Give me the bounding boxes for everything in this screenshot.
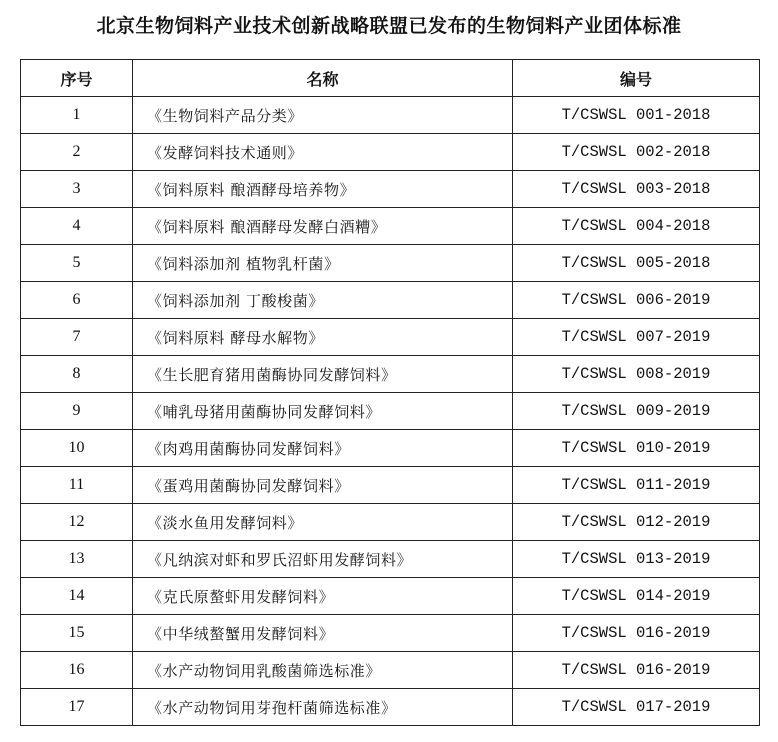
- standard-code: T/CSWSL 006-2019: [513, 282, 760, 319]
- row-number: 7: [21, 319, 133, 356]
- page-title: 北京生物饲料产业技术创新战略联盟已发布的生物饲料产业团体标准: [96, 15, 682, 37]
- row-number: 14: [21, 578, 133, 615]
- table-row: [21, 467, 760, 504]
- standard-name: 《水产动物饲用芽孢杆菌筛选标准》: [133, 689, 513, 726]
- table-row: [21, 615, 760, 652]
- standard-name: 《肉鸡用菌酶协同发酵饲料》: [133, 430, 513, 467]
- table-row: [21, 282, 760, 319]
- standard-name: 《饲料原料 酿酒酵母发酵白酒糟》: [133, 208, 513, 245]
- standard-name: 《中华绒螯蟹用发酵饲料》: [133, 615, 513, 652]
- table-row: [21, 652, 760, 689]
- standard-code: T/CSWSL 004-2018: [513, 208, 760, 245]
- standard-name: 《蛋鸡用菌酶协同发酵饲料》: [133, 467, 513, 504]
- table-row: [21, 504, 760, 541]
- standard-code: T/CSWSL 011-2019: [513, 467, 760, 504]
- standard-code: T/CSWSL 009-2019: [513, 393, 760, 430]
- standard-code: T/CSWSL 002-2018: [513, 134, 760, 171]
- row-number: 16: [21, 652, 133, 689]
- standard-code: T/CSWSL 010-2019: [513, 430, 760, 467]
- standard-name: 《生长肥育猪用菌酶协同发酵饲料》: [133, 356, 513, 393]
- row-number: 12: [21, 504, 133, 541]
- standard-name: 《饲料原料 酵母水解物》: [133, 319, 513, 356]
- row-number: 15: [21, 615, 133, 652]
- standard-name: 《饲料原料 酿酒酵母培养物》: [133, 171, 513, 208]
- standard-code: T/CSWSL 014-2019: [513, 578, 760, 615]
- standard-name: 《生物饲料产品分类》: [133, 97, 513, 134]
- row-number: 11: [21, 467, 133, 504]
- table-row: [21, 97, 760, 134]
- row-number: 9: [21, 393, 133, 430]
- table-row: [21, 430, 760, 467]
- table-row: [21, 245, 760, 282]
- row-number: 10: [21, 430, 133, 467]
- row-number: 6: [21, 282, 133, 319]
- table-row: [21, 208, 760, 245]
- row-number: 3: [21, 171, 133, 208]
- row-number: 17: [21, 689, 133, 726]
- row-number: 4: [21, 208, 133, 245]
- row-number: 8: [21, 356, 133, 393]
- table-header-row: [21, 60, 760, 97]
- standard-name: 《淡水鱼用发酵饲料》: [133, 504, 513, 541]
- table-row: [21, 393, 760, 430]
- standard-code: T/CSWSL 016-2019: [513, 615, 760, 652]
- standard-code: T/CSWSL 007-2019: [513, 319, 760, 356]
- standard-code: T/CSWSL 005-2018: [513, 245, 760, 282]
- header-name: 名称: [133, 60, 513, 97]
- standard-name: 《饲料添加剂 丁酸梭菌》: [133, 282, 513, 319]
- row-number: 1: [21, 97, 133, 134]
- table-row: [21, 689, 760, 726]
- standard-name: 《克氏原螯虾用发酵饲料》: [133, 578, 513, 615]
- standard-code: T/CSWSL 012-2019: [513, 504, 760, 541]
- standard-code: T/CSWSL 001-2018: [513, 97, 760, 134]
- standard-code: T/CSWSL 003-2018: [513, 171, 760, 208]
- table-row: [21, 541, 760, 578]
- header-code: 编号: [513, 60, 760, 97]
- standard-name: 《凡纳滨对虾和罗氏沼虾用发酵饲料》: [133, 541, 513, 578]
- standard-name: 《水产动物饲用乳酸菌筛选标准》: [133, 652, 513, 689]
- standard-name: 《发酵饲料技术通则》: [133, 134, 513, 171]
- table-row: [21, 356, 760, 393]
- table-row: [21, 319, 760, 356]
- standard-code: T/CSWSL 016-2019: [513, 652, 760, 689]
- header-no: 序号: [21, 60, 133, 97]
- table-row: [21, 134, 760, 171]
- row-number: 2: [21, 134, 133, 171]
- standard-name: 《饲料添加剂 植物乳杆菌》: [133, 245, 513, 282]
- standard-name: 《哺乳母猪用菌酶协同发酵饲料》: [133, 393, 513, 430]
- standard-code: T/CSWSL 013-2019: [513, 541, 760, 578]
- standard-code: T/CSWSL 017-2019: [513, 689, 760, 726]
- table-row: [21, 578, 760, 615]
- standard-code: T/CSWSL 008-2019: [513, 356, 760, 393]
- row-number: 13: [21, 541, 133, 578]
- standards-table: [20, 59, 760, 726]
- table-row: [21, 171, 760, 208]
- row-number: 5: [21, 245, 133, 282]
